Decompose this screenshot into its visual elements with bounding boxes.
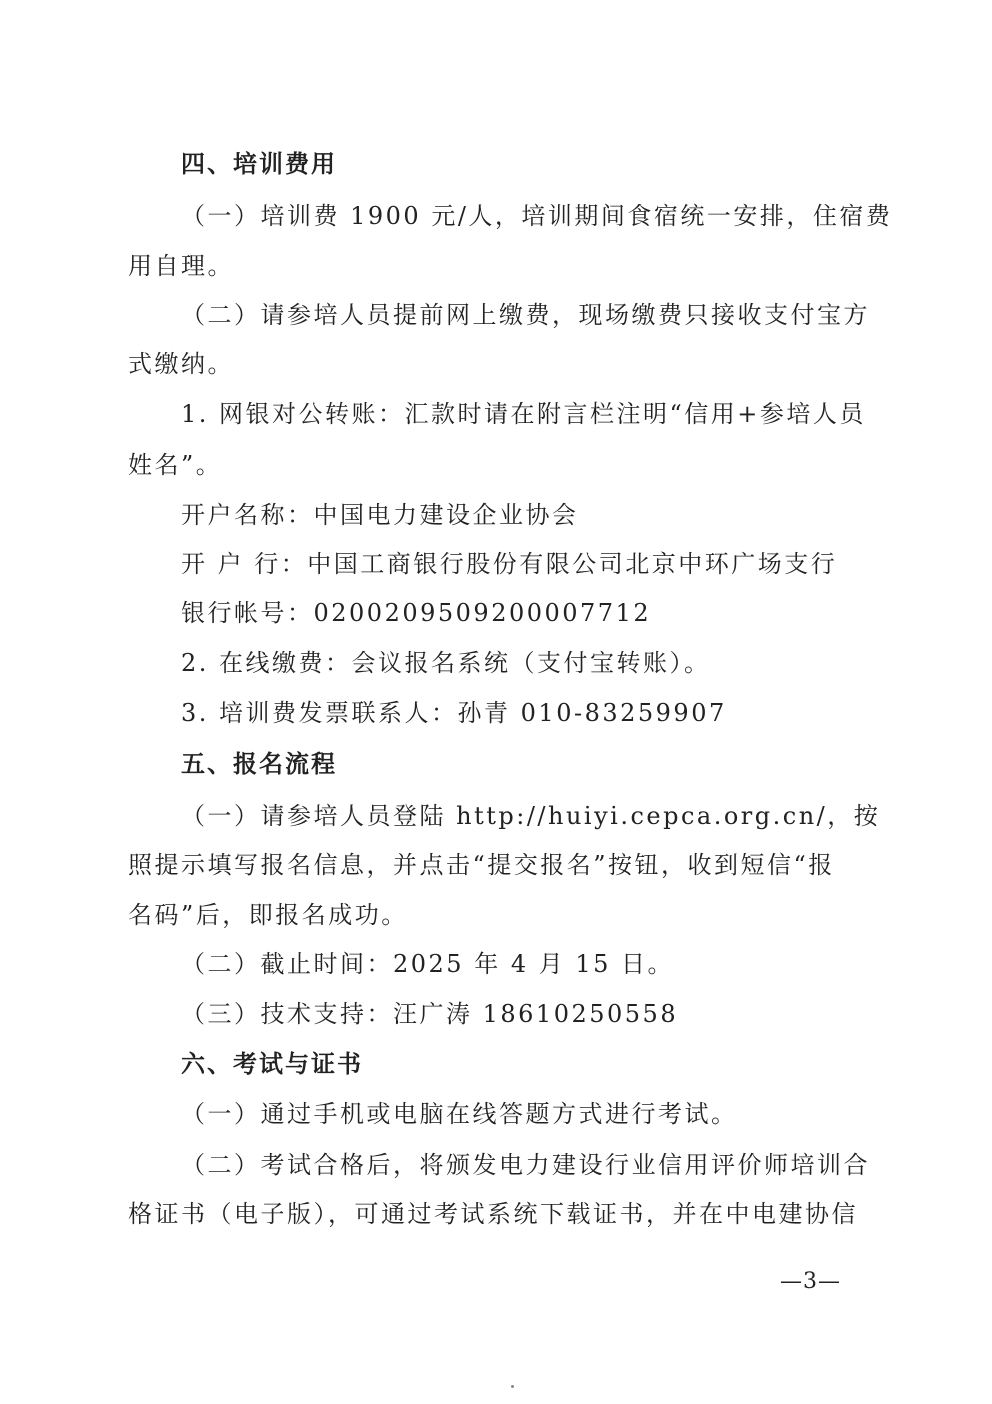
page-number: —3—	[780, 1269, 841, 1294]
invoice-contact: 3. 培训费发票联系人：孙青 010-83259907	[181, 699, 727, 727]
section-heading-registration: 五、报名流程	[181, 750, 337, 778]
section-heading-exam: 六、考试与证书	[181, 1050, 363, 1078]
fee-item-1-line-1: （一）培训费 1900 元/人，培训期间食宿统一安排，住宿费	[181, 202, 893, 230]
fee-item-2-line-2: 式缴纳。	[128, 350, 234, 378]
exam-item-1: （一）通过手机或电脑在线答题方式进行考试。	[181, 1100, 738, 1128]
account-name: 开户名称：中国电力建设企业协会	[181, 501, 579, 529]
exam-item-2-line-1: （二）考试合格后，将颁发电力建设行业信用评价师培训合	[181, 1151, 870, 1179]
section-heading-fees: 四、培训费用	[181, 150, 337, 178]
bank-name: 开 户 行：中国工商银行股份有限公司北京中环广场支行	[181, 550, 838, 578]
registration-deadline: （二）截止时间：2025 年 4 月 15 日。	[181, 950, 675, 978]
bank-transfer-line-1: 1. 网银对公转账：汇款时请在附言栏注明“信用+参培人员	[181, 400, 866, 428]
exam-item-2-line-2: 格证书（电子版），可通过考试系统下载证书，并在中电建协信	[128, 1200, 858, 1228]
fee-item-1-line-2: 用自理。	[128, 252, 234, 280]
account-number: 银行帐号：0200209509200007712	[181, 599, 652, 627]
registration-item-1-line-2: 照提示填写报名信息，并点击“提交报名”按钮，收到短信“报	[128, 851, 835, 879]
online-payment: 2. 在线缴费：会议报名系统（支付宝转账）。	[181, 649, 711, 677]
bank-transfer-line-2: 姓名”。	[128, 451, 223, 479]
registration-item-1-line-1: （一）请参培人员登陆 http://huiyi.cepca.org.cn/，按	[181, 802, 881, 830]
technical-support: （三）技术支持：汪广涛 18610250558	[181, 1000, 679, 1028]
fee-item-2-line-1: （二）请参培人员提前网上缴费，现场缴费只接收支付宝方	[181, 301, 870, 329]
scan-artifact-dot	[511, 1385, 514, 1388]
registration-item-1-line-3: 名码”后，即报名成功。	[128, 901, 408, 929]
